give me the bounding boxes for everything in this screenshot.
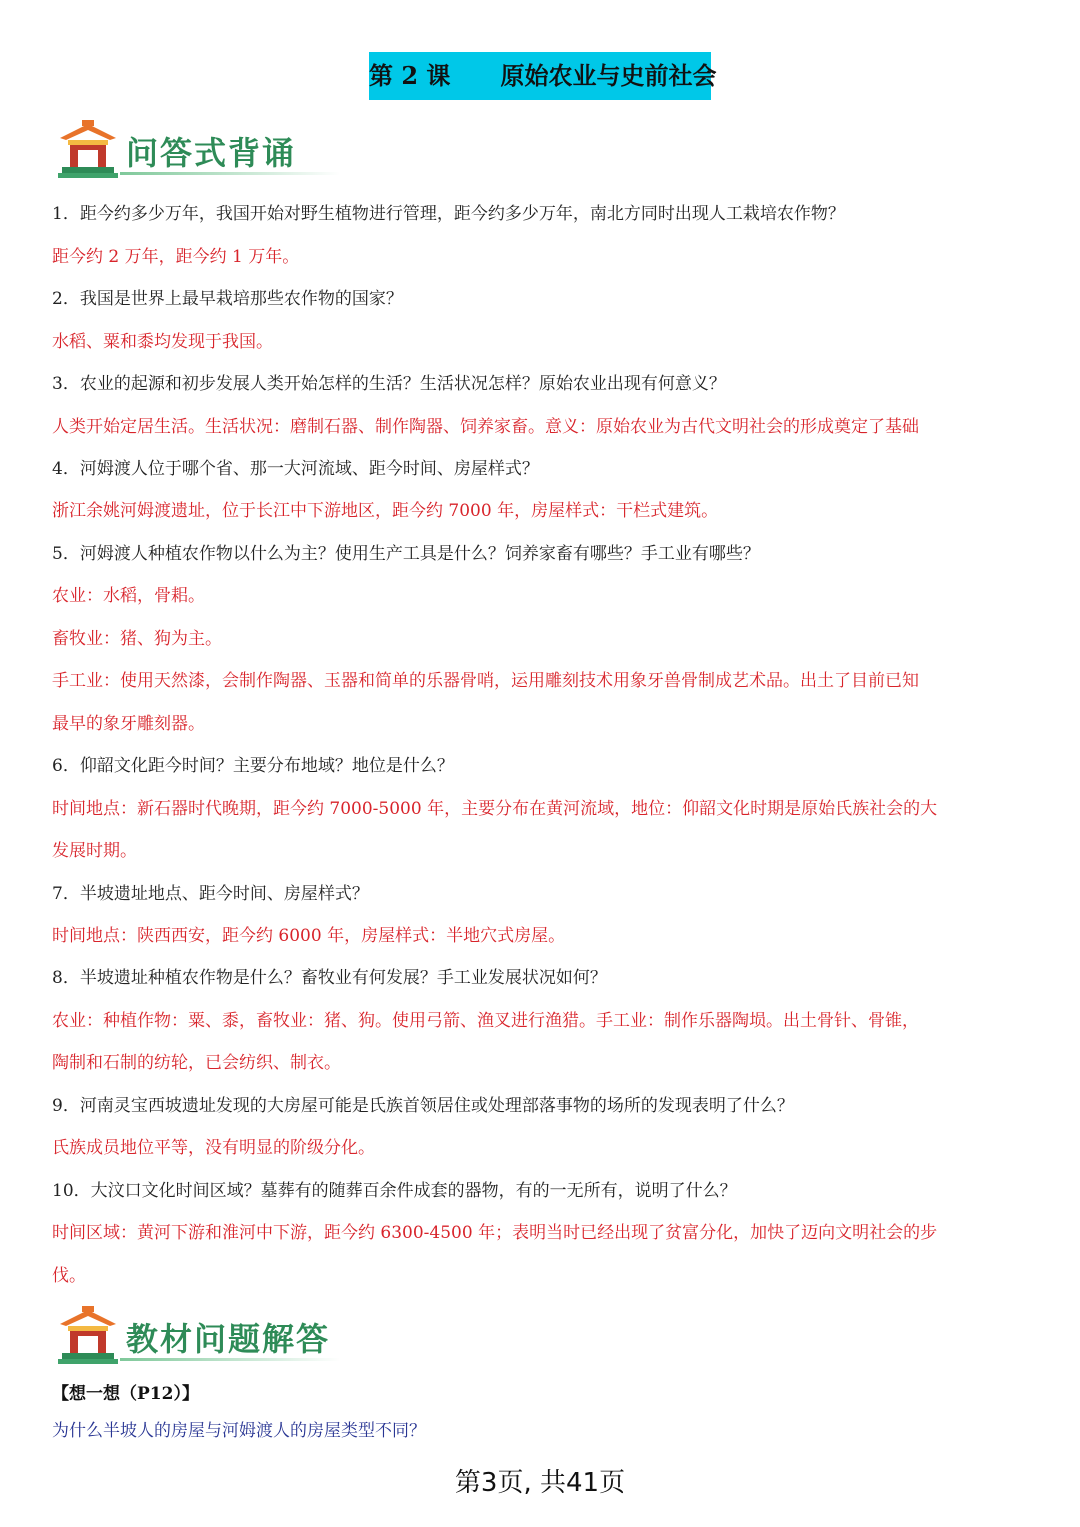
section-underline	[120, 1358, 340, 1361]
think-question: 为什么半坡人的房屋与河姆渡人的房屋类型不同？	[52, 1421, 426, 1441]
pavilion-icon	[56, 120, 120, 180]
question-6: 6．仰韶文化距今时间？主要分布地域？地位是什么？	[52, 756, 454, 776]
question-4: 4．河姆渡人位于哪个省、那一大河流域、距今时间、房屋样式？	[52, 459, 539, 479]
answer-1: 距今约 2 万年，距今约 1 万年。	[52, 247, 300, 267]
section-underline	[120, 172, 340, 175]
question-2: 2．我国是世界上最早栽培那些农作物的国家？	[52, 289, 403, 309]
pavilion-icon	[56, 1306, 120, 1366]
answer-10-line-1: 时间区域：黄河下游和淮河中下游，距今约 6300-4500 年；表明当时已经出现了贫富分化，加快了迈向文明社会的步	[52, 1223, 938, 1243]
section-heading-textbook	[56, 1306, 476, 1370]
question-10: 10．大汶口文化时间区域？墓葬有的随葬百余件成套的器物，有的一无所有，说明了什么？	[52, 1181, 737, 1201]
question-7: 7．半坡遗址地点、距今时间、房屋样式？	[52, 884, 369, 904]
question-5: 5．河姆渡人种植农作物以什么为主？使用生产工具是什么？饲养家畜有哪些？手工业有哪些？	[52, 544, 760, 564]
answer-9: 氏族成员地位平等，没有明显的阶级分化。	[52, 1138, 375, 1158]
section-title: 问答式背诵	[126, 134, 297, 172]
question-8: 8．半坡遗址种植农作物是什么？畜牧业有何发展？手工业发展状况如何？	[52, 968, 607, 988]
section-title: 教材问题解答	[126, 1320, 331, 1358]
section-heading-recite	[56, 120, 476, 184]
question-9: 9．河南灵宝西坡遗址发现的大房屋可能是氏族首领居住或处理部落事物的场所的发现表明了什么？	[52, 1096, 794, 1116]
answer-2: 水稻、粟和黍均发现于我国。	[52, 332, 273, 352]
answer-5-line-3: 手工业：使用天然漆，会制作陶器、玉器和简单的乐器骨哨，运用雕刻技术用象牙兽骨制成艺术品。出土了目前已知	[52, 671, 919, 691]
answer-6-line-1: 时间地点：新石器时代晚期，距今约 7000-5000 年，主要分布在黄河流域，地位：仰韶文化时期是原始氏族社会的大	[52, 799, 938, 819]
answer-5-line-2: 畜牧业：猪、狗为主。	[52, 629, 222, 649]
question-1: 1．距今约多少万年，我国开始对野生植物进行管理，距今约多少万年，南北方同时出现人工栽培农作物？	[52, 204, 845, 224]
answer-10-line-2: 伐。	[52, 1266, 86, 1286]
answer-3: 人类开始定居生活。生活状况：磨制石器、制作陶器、饲养家畜。意义：原始农业为古代文明社会的形成奠定了基础	[52, 417, 919, 437]
page-title: 第 2 课 原始农业与史前社会	[369, 61, 717, 90]
page-footer: 第3页, 共41页	[454, 1468, 626, 1498]
answer-5-line-1: 农业：水稻，骨耜。	[52, 586, 205, 606]
question-3: 3．农业的起源和初步发展人类开始怎样的生活？生活状况怎样？原始农业出现有何意义？	[52, 374, 726, 394]
answer-8-line-1: 农业：种植作物：粟、黍，畜牧业：猪、狗。使用弓箭、渔叉进行渔猎。手工业：制作乐器陶埙。出土骨针、骨锥，	[52, 1011, 919, 1031]
think-label: 【想一想（P12）】	[52, 1384, 199, 1404]
answer-8-line-2: 陶制和石制的纺轮，已会纺织、制衣。	[52, 1053, 341, 1073]
answer-7: 时间地点：陕西西安，距今约 6000 年，房屋样式：半地穴式房屋。	[52, 926, 566, 946]
answer-6-line-2: 发展时期。	[52, 841, 137, 861]
answer-5-line-4: 最早的象牙雕刻器。	[52, 714, 205, 734]
answer-4: 浙江余姚河姆渡遗址，位于长江中下游地区，距今约 7000 年，房屋样式：干栏式建筑。	[52, 501, 719, 521]
